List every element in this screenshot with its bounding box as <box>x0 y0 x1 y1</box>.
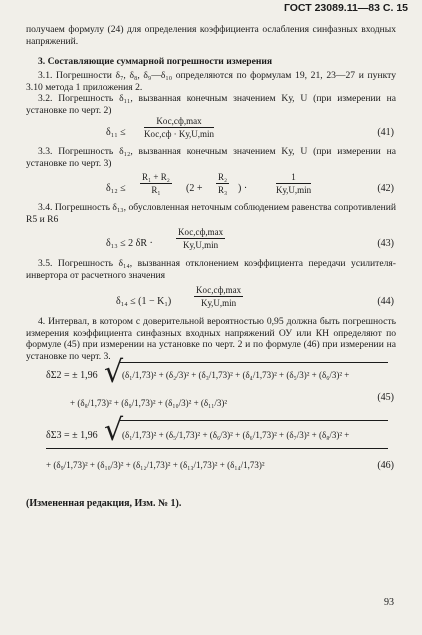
radicand-row-1: (δ₁/1,73)² + (δ₂/3)² + (δ₃/1,73)² + (δ₄/1,73)² + (δ₅/3)² + (δ₆/3)² + <box>122 370 350 380</box>
fraction-denominator: Kу,U,min <box>201 298 237 308</box>
formula-lhs: δΣ3 = ± 1,96 <box>46 430 98 441</box>
equation-number: (45) <box>377 392 394 403</box>
formula-lhs: δ₁₄ ≤ (1 − K₁) <box>116 296 172 307</box>
formula-fraction <box>176 227 225 250</box>
formula-45 <box>26 355 396 414</box>
equation-number: (44) <box>377 296 394 307</box>
formula-lhs: δ₁₂ ≤ <box>106 183 126 194</box>
sqrt-bar <box>120 420 388 421</box>
fraction-denominator: Kос,сф · Kу,U,min <box>144 129 215 139</box>
intro-paragraph: получаем формулу (24) для определения коэффициента ослабления синфазных входных напряжений. <box>26 24 396 47</box>
formula-46 <box>26 413 396 486</box>
radicand-row-2: + (δ₉/1,73)² + (δ₁₀/3)² + (δ₁₂/1,73)² + (δ₁₃/1,73)² + (δ₁₄/1,73)² <box>46 460 265 470</box>
paragraph-3-2: 3.2. Погрешность δ₁₁, вызванная конечным значением Kу, U (при измерении на установке по черт. 2) <box>26 93 396 116</box>
equation-number: (41) <box>377 127 394 138</box>
fraction-numerator: R₁ + R₂ <box>142 172 170 182</box>
equation-number: (46) <box>377 460 394 471</box>
fraction-denominator: Kу,U,min <box>276 185 312 195</box>
paren-open: (2 + <box>186 183 203 194</box>
fraction-3 <box>276 172 311 195</box>
fraction-numerator: 1 <box>276 172 311 184</box>
formula-fraction <box>144 116 214 139</box>
fraction-numerator: Kос,сф,max <box>196 285 242 295</box>
radicand-row-2: + (δ₈/1,73)² + (δ₉/1,73)² + (δ₁₀/3)² + (δ₁₁/3)² <box>70 398 228 408</box>
paren-close: ) · <box>238 183 248 194</box>
page-number: 93 <box>384 597 394 608</box>
sqrt-bar <box>120 362 388 363</box>
fraction-numerator: Kос,сф,max <box>178 227 224 237</box>
paragraph-3-5: 3.5. Погрешность δ₁₄, вызванная отклонением коэффициента передачи усилителя-инвертора от расчетного значения <box>26 258 396 281</box>
equation-number: (42) <box>377 183 394 194</box>
running-header: ГОСТ 23089.11—83 С. 15 <box>283 2 408 14</box>
fraction-denominator: R₁ <box>151 185 161 195</box>
formula-lhs: δΣ2 = ± 1,96 <box>46 370 98 381</box>
second-sqrt-bar <box>46 448 388 449</box>
radicand-row-1: (δ₁/1,73)² + (δ₅/1,73)² + (δ₆/3)² + (δ₆/1,73)² + (δ₇/3)² + (δ₈/3)² + <box>122 430 350 440</box>
formula-lhs: δ₁₃ ≤ 2 δR · <box>106 238 153 249</box>
formula-fraction <box>194 285 243 308</box>
section-title: 3. Составляющие суммарной погрешности измерения <box>38 56 273 67</box>
sqrt-sign: √ <box>104 413 124 448</box>
fraction-2 <box>216 172 229 195</box>
paragraph-3-1: 3.1. Погрешности δ₇, δ₈, δ₉—δ₁₀ определяются по формулам 19, 21, 23—27 и пункту 3.10 метода 1 приложения 2. <box>26 70 396 93</box>
fraction-numerator: R₂ <box>218 172 228 182</box>
equation-number: (43) <box>377 238 394 249</box>
paragraph-3-4: 3.4. Погрешность δ₁₃, обусловленная неточным соблюдением равенства сопротивлений R5 и R6 <box>26 202 396 225</box>
fraction-1 <box>140 172 172 195</box>
sqrt-sign: √ <box>104 355 124 390</box>
fraction-denominator: R₃ <box>218 185 228 195</box>
fraction-denominator: Kу,U,min <box>183 240 219 250</box>
paragraph-3-3: 3.3. Погрешность δ₁₂, вызванная конечным значением Kу, U (при измерении на установке по черт. 3) <box>26 146 396 169</box>
fraction-numerator: Kос,сф,max <box>144 116 214 128</box>
amendment-note: (Измененная редакция, Изм. № 1). <box>26 498 182 509</box>
paragraph-4: 4. Интервал, в котором с доверительной вероятностью 0,95 должна быть погрешность измерения коэффициента синфазных входных напряжений ОУ или КН определяют по формуле (45) при измерении на установке по черт. 2 и по формуле (46) при измерении на установке по черт. 3. <box>26 316 396 362</box>
formula-lhs: δ₁₁ ≤ <box>106 127 126 138</box>
